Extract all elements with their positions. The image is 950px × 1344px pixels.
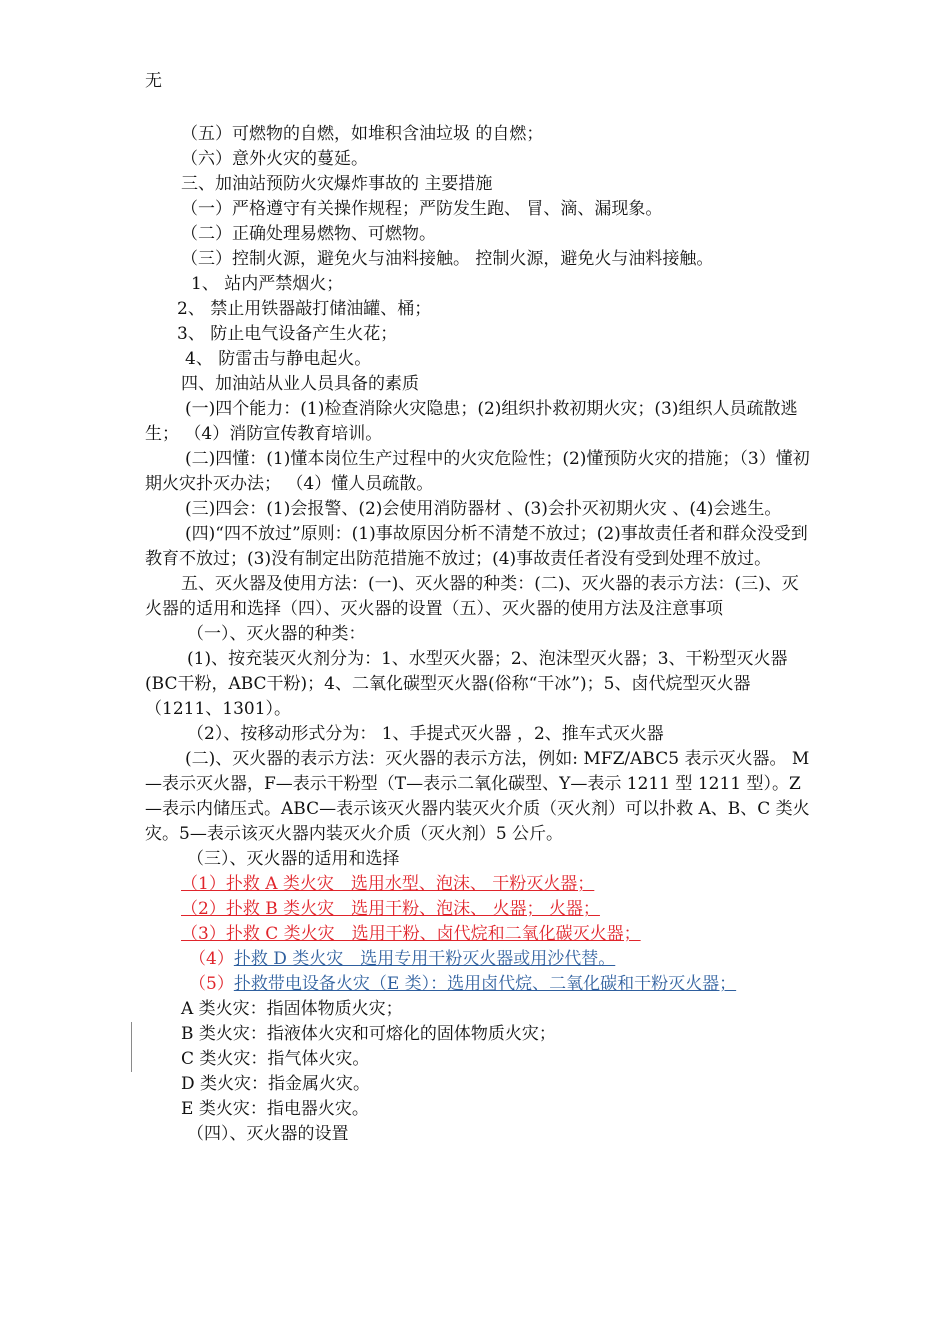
paragraph: (三)四会：(1)会报警、(2)会使用消防器材 、(3)会扑灭初期火灾 、(4)会逃生。: [185, 499, 782, 519]
document-body: [145, 122, 810, 1147]
tracked-change-line: [145, 947, 810, 972]
paragraph: （三）、灭火器的适用和选择: [187, 849, 400, 869]
paragraph: (二)四懂：(1)懂本岗位生产过程中的火灾危险性；(2)懂预防火灾的措施；（3）懂初期火灾扑灭办法； （4）懂人员疏散。: [145, 449, 810, 494]
paragraph: （2）、按移动形式分为： 1、手提式灭火器 ，2、推车式灭火器: [187, 724, 664, 744]
definition-line: C 类火灾：指气体火灾。: [181, 1049, 370, 1069]
paragraph: （五）可燃物的自燃，如堆积含油垃圾 的自燃；: [181, 124, 544, 144]
list-marker: （4）: [189, 949, 234, 969]
paragraph: (1)、按充装灭火剂分为：1、水型灭火器；2、泡沫型灭火器；3、干粉型灭火器(BC干粉，ABC干粉)；4、二氧化碳型灭火器(俗称“干冰”)；5、卤代烷型灭火器（1211、1301）。: [145, 649, 788, 719]
list-item: 2、 禁止用铁器敲打储油罐、桶；: [177, 299, 432, 319]
page-header: 无: [145, 71, 162, 91]
tracked-change-line: （1）扑救 A 类火灾 选用水型、泡沫、 干粉灭火器；: [181, 874, 595, 894]
paragraph: (二)、灭火器的表示方法：灭火器的表示方法，例如: MFZ/ABC5 表示灭火器。 M—表示灭火器，F—表示干粉型（T—表示二氧化碳型、Y—表示 1211 型 1211 型）。Z—表示内储压式。ABC—表示该灭火器内装灭火介质（灭火剂）可以扑救 A、B、C 类火灾。5—表示该灭火器内装灭火介质（灭火剂）5 公斤。: [145, 749, 810, 844]
paragraph: （三）控制火源，避免火与油料接触。 控制火源，避免火与油料接触。: [181, 249, 714, 269]
tracked-change-line: [145, 972, 810, 997]
paragraph: (四)“四不放过”原则：(1)事故原因分析不清楚不放过；(2)事故责任者和群众没受到教育不放过；(3)没有制定出防范措施不放过；(4)事故责任者没有受到处理不放过。: [145, 524, 808, 569]
definition-line: D 类火灾：指金属火灾。: [181, 1074, 371, 1094]
paragraph: （一）、灭火器的种类：: [187, 624, 366, 644]
list-item: 3、 防止电气设备产生火花；: [177, 324, 398, 344]
tracked-change-text: 扑救 D 类火灾 选用专用干粉灭火器或用沙代替。: [233, 949, 616, 969]
paragraph: (一)四个能力：(1)检查消除火灾隐患；(2)组织扑救初期火灾；(3)组织人员疏散逃生； （4）消防宣传教育培训。: [145, 399, 798, 444]
definition-line: E 类火灾：指电器火灾。: [181, 1099, 369, 1119]
section-heading: 三、加油站预防火灾爆炸事故的 主要措施: [181, 174, 493, 194]
list-item: 4、 防雷击与静电起火。: [185, 349, 372, 369]
tracked-change-line: （3）扑救 C 类火灾 选用干粉、卤代烷和二氧化碳灭火器；: [181, 924, 641, 944]
tracked-change-text: 扑救带电设备火灾（E 类）：选用卤代烷、二氧化碳和干粉灭火器；: [233, 974, 737, 994]
list-marker: （5）: [189, 974, 234, 994]
paragraph: （一）严格遵守有关操作规程；严防发生跑、 冒、滴、漏现象。: [181, 199, 663, 219]
revision-bar: [131, 1022, 132, 1072]
paragraph: （二）正确处理易燃物、可燃物。: [181, 224, 436, 244]
definition-line: B 类火灾：指液体火灾和可熔化的固体物质火灾；: [181, 1024, 556, 1044]
section-heading: 五、灭火器及使用方法：(一)、灭火器的种类：(二)、灭火器的表示方法：(三)、灭火器的适用和选择（四）、灭火器的设置（五）、灭火器的使用方法及注意事项: [145, 574, 799, 619]
paragraph: （六）意外火灾的蔓延。: [181, 149, 368, 169]
paragraph: （四）、灭火器的设置: [187, 1124, 349, 1144]
tracked-change-line: （2）扑救 B 类火灾 选用干粉、泡沫、 火器； 火器；: [181, 899, 600, 919]
definition-line: A 类火灾：指固体物质火灾；: [181, 999, 403, 1019]
list-item: 1、 站内严禁烟火；: [191, 274, 344, 294]
section-heading: 四、加油站从业人员具备的素质: [181, 374, 419, 394]
